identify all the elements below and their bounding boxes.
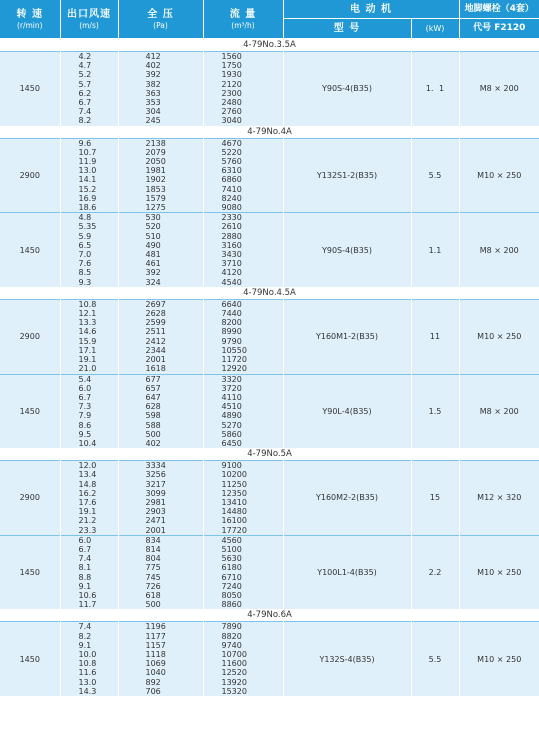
table-row <box>0 535 539 609</box>
speed-header-unit: (r/min) <box>16 20 43 30</box>
pressure-value: 510 <box>145 231 161 241</box>
velocity-value: 9.5 <box>78 429 92 439</box>
pressure-value: 412 <box>145 52 161 61</box>
flow-value: 9740 <box>221 640 242 650</box>
motor-model-cell: Y160M2-2(B35) <box>283 461 411 536</box>
speed-header <box>0 0 60 39</box>
pressure-value: 1157 <box>145 640 166 650</box>
pressure-value: 461 <box>145 259 161 269</box>
flow-value: 4560 <box>221 535 242 545</box>
pressure-value: 2471 <box>145 516 166 526</box>
velocity-value: 7.3 <box>78 402 92 412</box>
table-row <box>0 622 539 696</box>
table-row <box>0 52 539 126</box>
velocity-value: 8.2 <box>78 631 92 641</box>
pressure-value: 304 <box>145 107 161 117</box>
pressure-value: 2079 <box>145 147 166 157</box>
pressure-value: 1118 <box>145 649 166 659</box>
flow-value: 11720 <box>221 355 247 365</box>
motor-model-cell: Y132S1-2(B35) <box>283 138 411 213</box>
motor-header-label: 电 动 机 <box>350 3 392 15</box>
pressure-list <box>118 213 203 287</box>
flow-value: 7440 <box>221 309 242 319</box>
pressure-value: 892 <box>145 677 161 687</box>
bolt-cell: M10 × 250 <box>459 535 539 609</box>
flow-value: 11250 <box>221 479 247 489</box>
velocity-value: 8.2 <box>78 116 92 126</box>
pressure-list <box>118 374 203 448</box>
section-title: 4-79No.6A <box>0 609 539 622</box>
flow-list <box>203 374 283 448</box>
velocity-value: 6.2 <box>78 88 92 98</box>
flow-value: 2300 <box>221 88 242 98</box>
flow-value: 11600 <box>221 659 247 669</box>
outlet-header-label: 出口风速 <box>67 8 111 20</box>
flow-value: 2610 <box>221 222 242 232</box>
section-title-row <box>0 448 539 461</box>
outlet-header-unit: (m/s) <box>79 20 99 30</box>
flow-value: 6710 <box>221 572 242 582</box>
flow-value: 4120 <box>221 268 242 278</box>
pressure-header-unit: (Pa) <box>153 20 168 30</box>
motor-power-cell: 1．1 <box>411 52 459 126</box>
pressure-value: 2344 <box>145 345 166 355</box>
pressure-value: 2001 <box>145 355 166 365</box>
flow-value: 5760 <box>221 157 242 167</box>
pressure-value: 392 <box>145 70 161 80</box>
pressure-value: 402 <box>145 61 161 71</box>
flow-value: 9100 <box>221 461 242 471</box>
pressure-value: 3099 <box>145 488 166 498</box>
velocity-list <box>60 622 118 696</box>
pressure-list <box>118 299 203 374</box>
flow-value: 10550 <box>221 345 247 355</box>
section-title: 4-79No.5A <box>0 448 539 461</box>
flow-value: 7890 <box>221 622 242 632</box>
velocity-value: 10.0 <box>78 649 97 659</box>
bolt-header <box>459 0 539 19</box>
table-row <box>0 461 539 536</box>
velocity-value: 8.6 <box>78 420 92 430</box>
flow-list <box>203 535 283 609</box>
flow-value: 6640 <box>221 299 242 309</box>
power-header-unit: (kW) <box>425 23 445 33</box>
velocity-value: 12.1 <box>78 309 97 319</box>
flow-value: 8200 <box>221 318 242 328</box>
velocity-value: 7.4 <box>78 622 92 632</box>
velocity-value: 13.0 <box>78 677 97 687</box>
velocity-value: 13.4 <box>78 470 97 480</box>
flow-value: 3720 <box>221 383 242 393</box>
pressure-value: 363 <box>145 88 161 98</box>
velocity-value: 10.8 <box>78 299 97 309</box>
velocity-value: 18.6 <box>78 203 97 213</box>
pressure-value: 1981 <box>145 166 166 176</box>
pressure-value: 500 <box>145 600 161 610</box>
velocity-list <box>60 374 118 448</box>
velocity-value: 8.1 <box>78 563 92 573</box>
velocity-value: 9.1 <box>78 581 92 591</box>
pressure-value: 2001 <box>145 525 166 535</box>
velocity-value: 5.7 <box>78 79 92 89</box>
velocity-value: 13.0 <box>78 166 97 176</box>
bolt-header-label: 地脚螺栓（4套） <box>464 3 534 14</box>
bolt-cell: M10 × 250 <box>459 622 539 696</box>
table-row <box>0 299 539 374</box>
flow-value: 3160 <box>221 240 242 250</box>
section-title: 4-79No.3.5A <box>0 39 539 52</box>
flow-value: 13920 <box>221 677 247 687</box>
flow-value: 10200 <box>221 470 247 480</box>
flow-value: 8050 <box>221 590 242 600</box>
velocity-value: 17.6 <box>78 497 97 507</box>
pressure-list <box>118 535 203 609</box>
flow-value: 8860 <box>221 600 242 610</box>
flow-value: 10700 <box>221 649 247 659</box>
velocity-value: 6.7 <box>78 392 92 402</box>
velocity-value: 14.8 <box>78 479 97 489</box>
flow-value: 6180 <box>221 563 242 573</box>
velocity-value: 6.0 <box>78 535 92 545</box>
velocity-value: 8.5 <box>78 268 92 278</box>
motor-model-cell: Y90S-4(B35) <box>283 213 411 287</box>
power-header <box>411 19 459 39</box>
flow-list <box>203 622 283 696</box>
flow-value: 2330 <box>221 213 242 223</box>
speed-cell: 1450 <box>0 622 60 696</box>
velocity-value: 19.1 <box>78 507 97 517</box>
pressure-value: 2981 <box>145 497 166 507</box>
pressure-value: 1579 <box>145 193 166 203</box>
speed-cell: 1450 <box>0 535 60 609</box>
pressure-list <box>118 622 203 696</box>
pressure-list <box>118 461 203 536</box>
flow-value: 17720 <box>221 525 247 535</box>
flow-value: 4890 <box>221 411 242 421</box>
flow-value: 8990 <box>221 327 242 337</box>
speed-cell: 2900 <box>0 461 60 536</box>
velocity-value: 15.9 <box>78 336 97 346</box>
section-title: 4-79No.4.5A <box>0 287 539 300</box>
pressure-value: 1275 <box>145 203 166 213</box>
motor-model-cell: Y90L-4(B35) <box>283 374 411 448</box>
pressure-value: 324 <box>145 277 161 287</box>
speed-cell: 2900 <box>0 299 60 374</box>
pressure-value: 3334 <box>145 461 166 471</box>
flow-header-label: 流 量 <box>229 8 257 20</box>
section-title-row <box>0 39 539 52</box>
motor-power-cell: 1.5 <box>411 374 459 448</box>
pressure-value: 2599 <box>145 318 166 328</box>
bolt-cell: M8 × 200 <box>459 374 539 448</box>
pressure-value: 745 <box>145 572 161 582</box>
velocity-value: 10.4 <box>78 438 97 448</box>
pressure-value: 1040 <box>145 668 166 678</box>
flow-value: 2880 <box>221 231 242 241</box>
flow-value: 1930 <box>221 70 242 80</box>
flow-value: 4670 <box>221 138 242 148</box>
pressure-value: 382 <box>145 79 161 89</box>
velocity-value: 11.6 <box>78 668 97 678</box>
pressure-value: 1069 <box>145 659 166 669</box>
pressure-value: 834 <box>145 535 161 545</box>
velocity-list <box>60 461 118 536</box>
flow-value: 7240 <box>221 581 242 591</box>
velocity-value: 9.3 <box>78 277 92 287</box>
section-title-row <box>0 287 539 300</box>
pressure-value: 2138 <box>145 138 166 148</box>
code-header <box>459 19 539 39</box>
flow-value: 1750 <box>221 61 242 71</box>
pressure-list <box>118 138 203 213</box>
velocity-value: 21.0 <box>78 364 97 374</box>
bolt-cell: M8 × 200 <box>459 52 539 126</box>
speed-cell: 1450 <box>0 52 60 126</box>
motor-power-cell: 15 <box>411 461 459 536</box>
speed-cell: 2900 <box>0 138 60 213</box>
pressure-header-label: 全 压 <box>147 8 174 20</box>
motor-header <box>283 0 459 19</box>
velocity-value: 5.9 <box>78 231 92 241</box>
motor-power-cell: 2.2 <box>411 535 459 609</box>
motor-power-cell: 11 <box>411 299 459 374</box>
pressure-value: 1853 <box>145 184 166 194</box>
velocity-value: 11.9 <box>78 157 97 167</box>
flow-value: 5270 <box>221 420 242 430</box>
velocity-value: 16.2 <box>78 488 97 498</box>
velocity-value: 5.35 <box>78 222 97 232</box>
motor-model-cell: Y160M1-2(B35) <box>283 299 411 374</box>
section-title-row <box>0 609 539 622</box>
flow-value: 2760 <box>221 107 242 117</box>
flow-value: 13410 <box>221 497 247 507</box>
speed-cell: 1450 <box>0 374 60 448</box>
velocity-value: 6.7 <box>78 544 92 554</box>
flow-value: 12350 <box>221 488 247 498</box>
motor-model-cell: Y132S-4(B35) <box>283 622 411 696</box>
velocity-value: 4.7 <box>78 61 92 71</box>
pressure-value: 3256 <box>145 470 166 480</box>
motor-power-cell: 1.1 <box>411 213 459 287</box>
pressure-value: 647 <box>145 392 161 402</box>
flow-value: 3430 <box>221 250 242 260</box>
velocity-list <box>60 213 118 287</box>
pressure-value: 628 <box>145 402 161 412</box>
pressure-value: 481 <box>145 250 161 260</box>
pressure-value: 520 <box>145 222 161 232</box>
flow-value: 15320 <box>221 686 247 696</box>
flow-value: 5860 <box>221 429 242 439</box>
pressure-value: 3217 <box>145 479 166 489</box>
bolt-cell: M10 × 250 <box>459 138 539 213</box>
pressure-value: 2511 <box>145 327 166 337</box>
flow-value: 5630 <box>221 554 242 564</box>
flow-value: 14480 <box>221 507 247 517</box>
velocity-list <box>60 138 118 213</box>
flow-header <box>203 0 283 39</box>
velocity-value: 15.2 <box>78 184 97 194</box>
pressure-value: 490 <box>145 240 161 250</box>
velocity-value: 6.0 <box>78 383 92 393</box>
velocity-value: 4.2 <box>78 52 92 61</box>
flow-value: 9790 <box>221 336 242 346</box>
velocity-value: 5.4 <box>78 374 92 384</box>
section-title-row <box>0 126 539 139</box>
pressure-value: 2903 <box>145 507 166 517</box>
flow-value: 9080 <box>221 203 242 213</box>
pressure-value: 245 <box>145 116 161 126</box>
velocity-value: 7.4 <box>78 107 92 117</box>
flow-value: 5100 <box>221 544 242 554</box>
pressure-value: 706 <box>145 686 161 696</box>
pressure-value: 500 <box>145 429 161 439</box>
pressure-value: 392 <box>145 268 161 278</box>
flow-value: 3710 <box>221 259 242 269</box>
flow-value: 3040 <box>221 116 242 126</box>
flow-value: 12520 <box>221 668 247 678</box>
flow-value: 4540 <box>221 277 242 287</box>
velocity-value: 10.8 <box>78 659 97 669</box>
flow-value: 16100 <box>221 516 247 526</box>
table-row <box>0 138 539 213</box>
velocity-value: 12.0 <box>78 461 97 471</box>
flow-list <box>203 138 283 213</box>
pressure-value: 677 <box>145 374 161 384</box>
velocity-value: 9.6 <box>78 138 92 148</box>
pressure-value: 2050 <box>145 157 166 167</box>
motor-power-cell: 5.5 <box>411 622 459 696</box>
velocity-value: 14.6 <box>78 327 97 337</box>
pressure-value: 588 <box>145 420 161 430</box>
pressure-value: 353 <box>145 98 161 108</box>
flow-list <box>203 299 283 374</box>
velocity-value: 9.1 <box>78 640 92 650</box>
flow-list <box>203 461 283 536</box>
flow-value: 8240 <box>221 193 242 203</box>
pressure-value: 726 <box>145 581 161 591</box>
velocity-list <box>60 535 118 609</box>
pressure-value: 1618 <box>145 364 166 374</box>
pressure-value: 402 <box>145 438 161 448</box>
flow-value: 1560 <box>221 52 242 61</box>
flow-value: 7410 <box>221 184 242 194</box>
velocity-value: 6.7 <box>78 98 92 108</box>
flow-value: 4510 <box>221 402 242 412</box>
velocity-value: 21.2 <box>78 516 97 526</box>
motor-model-cell: Y100L1-4(B35) <box>283 535 411 609</box>
speed-cell: 1450 <box>0 213 60 287</box>
pressure-header <box>118 0 203 39</box>
flow-value: 8820 <box>221 631 242 641</box>
header-row-1 <box>0 0 539 19</box>
velocity-value: 14.3 <box>78 686 97 696</box>
velocity-value: 7.6 <box>78 259 92 269</box>
velocity-value: 7.9 <box>78 411 92 421</box>
code-header-label: 代号 F2120 <box>473 23 526 33</box>
pressure-value: 1177 <box>145 631 166 641</box>
outlet-header <box>60 0 118 39</box>
table-row <box>0 213 539 287</box>
flow-value: 3320 <box>221 374 242 384</box>
velocity-value: 6.5 <box>78 240 92 250</box>
velocity-value: 10.7 <box>78 147 97 157</box>
flow-value: 12920 <box>221 364 247 374</box>
flow-value: 6860 <box>221 175 242 185</box>
flow-value: 2120 <box>221 79 242 89</box>
table-row <box>0 374 539 448</box>
velocity-list <box>60 52 118 126</box>
pressure-list <box>118 52 203 126</box>
speed-header-label: 转 速 <box>16 8 43 20</box>
bolt-cell: M12 × 320 <box>459 461 539 536</box>
pressure-value: 814 <box>145 544 161 554</box>
velocity-value: 17.1 <box>78 345 97 355</box>
velocity-value: 19.1 <box>78 355 97 365</box>
velocity-list <box>60 299 118 374</box>
velocity-value: 11.7 <box>78 600 97 610</box>
motor-power-cell: 5.5 <box>411 138 459 213</box>
flow-value: 5220 <box>221 147 242 157</box>
pressure-value: 1196 <box>145 622 166 632</box>
flow-list <box>203 52 283 126</box>
pressure-value: 2697 <box>145 299 166 309</box>
pressure-value: 1902 <box>145 175 166 185</box>
flow-list <box>203 213 283 287</box>
velocity-value: 5.2 <box>78 70 92 80</box>
velocity-value: 7.0 <box>78 250 92 260</box>
pressure-value: 2412 <box>145 336 166 346</box>
pressure-value: 775 <box>145 563 161 573</box>
pressure-value: 804 <box>145 554 161 564</box>
velocity-value: 8.8 <box>78 572 92 582</box>
velocity-value: 7.4 <box>78 554 92 564</box>
velocity-value: 4.8 <box>78 213 92 223</box>
model-header <box>283 19 411 39</box>
flow-value: 6450 <box>221 438 242 448</box>
bolt-cell: M10 × 250 <box>459 299 539 374</box>
pressure-value: 657 <box>145 383 161 393</box>
velocity-value: 10.6 <box>78 590 97 600</box>
velocity-value: 13.3 <box>78 318 97 328</box>
pressure-value: 618 <box>145 590 161 600</box>
flow-value: 6310 <box>221 166 242 176</box>
flow-value: 4110 <box>221 392 242 402</box>
pressure-value: 530 <box>145 213 161 223</box>
velocity-value: 16.9 <box>78 193 97 203</box>
bolt-cell: M8 × 200 <box>459 213 539 287</box>
pressure-value: 2628 <box>145 309 166 319</box>
motor-model-cell: Y90S-4(B35) <box>283 52 411 126</box>
velocity-value: 14.1 <box>78 175 97 185</box>
pressure-value: 598 <box>145 411 161 421</box>
velocity-value: 23.3 <box>78 525 97 535</box>
model-header-label: 型 号 <box>333 23 361 34</box>
section-title: 4-79No.4A <box>0 126 539 139</box>
flow-value: 2480 <box>221 98 242 108</box>
flow-header-unit: (m³/h) <box>231 20 255 30</box>
